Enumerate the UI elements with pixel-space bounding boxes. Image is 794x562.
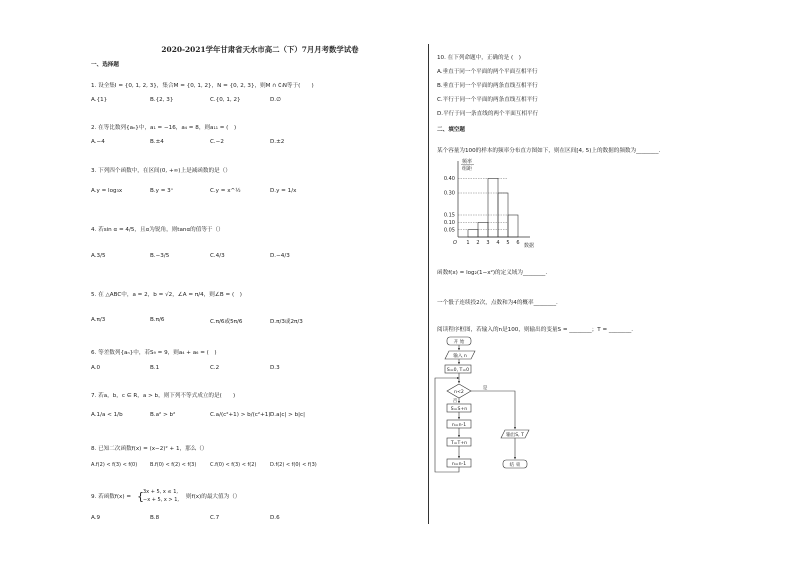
t-step-label: T=T+n [450, 441, 468, 446]
option-d: D.∅ [270, 97, 281, 103]
option-c: C.2 [210, 365, 220, 371]
question-stem: 8. 已知二次函数f(x) = (x−2)² + 1，那么（） [91, 446, 208, 452]
question-stem: 3. 下列四个函数中，在区间(0, +∞)上是减函数的是（） [91, 168, 231, 174]
x-tick-label: 5 [506, 240, 510, 246]
piece-2: −x + 5, x > 1, [143, 497, 179, 503]
section-heading-choice: 一、选择题 [91, 62, 119, 68]
option-a: A.y = log₃x [91, 188, 123, 194]
init-label: S=0, T=0 [446, 368, 470, 373]
question-13-stem: 一个骰子连续投2次，点数和为4的概率________. [437, 300, 558, 306]
end-label: 结 束 [509, 463, 521, 468]
origin-label: O [453, 240, 457, 246]
option-b: B.a² > b² [150, 412, 176, 418]
y-tick-label: 0.15 [443, 212, 455, 219]
x-tick-label: 4 [496, 240, 500, 246]
page-title: 2020-2021学年甘肃省天水市高二（下）7月月考数学试卷 [161, 45, 359, 54]
option-d: D.y = 1/x [270, 188, 297, 194]
y-axis-label: 组距 [462, 166, 473, 172]
option-a: A.f(2) < f(3) < f(0) [91, 462, 138, 468]
question-stem: 2. 在等比数列{aₙ}中，a₁ = −16，a₄ = 8，则a₁₁ = ( ) [91, 125, 237, 131]
option-b: B.1 [150, 365, 160, 371]
program-flowchart [425, 334, 555, 504]
yes-label: 是 [482, 386, 488, 391]
question-12-stem: 函数f(x) = log₂(1−x²)的定义域为________. [437, 270, 548, 276]
option-d: D.f(2) < f(0) < f(3) [270, 462, 317, 468]
option-d: D.π/3或2π/3 [270, 319, 303, 325]
option-c: C.4/3 [210, 253, 225, 259]
option-c: C.{0, 1, 2} [210, 97, 241, 103]
option-a: A.1/a < 1/b [91, 412, 123, 418]
question-stem: 1. 设全集I = {0, 1, 2, 3}，集合M = {0, 1, 2}，N = {0, 2, 3}，则M ∩ ∁ᵢN等于( ) [91, 83, 314, 89]
x-tick-label: 2 [476, 240, 480, 246]
brace-symbol: { [137, 490, 144, 503]
x-tick-label: 6 [516, 240, 520, 246]
question-stem: 10. 在下列命题中，正确的是 ( ) [437, 55, 521, 61]
question-stem: 5. 在 △ABC中，a = 2，b = √2，∠A = π/4，则∠B = ( ) [91, 292, 242, 298]
s-step-label: S=S+n [450, 407, 468, 412]
option-d: D.−4/3 [270, 253, 290, 259]
option-b: B.{2, 3} [150, 97, 174, 103]
output-label: 输出S, T [506, 433, 524, 438]
question-stem: 7. 若a，b，c ∈ R，a > b，则下列不等式成立的是( ) [91, 393, 236, 399]
option-a: A.π/3 [91, 317, 106, 323]
question-14-stem: 阅读程序框图，若输入的n是100，则输出的变量S = ________；T = ________. [437, 327, 634, 333]
option-d: D.±2 [270, 139, 285, 145]
decrement-label-1: n=n-1 [451, 423, 467, 428]
histogram-bar [488, 178, 498, 237]
start-label: 开 始 [453, 340, 465, 345]
question-stem: 4. 若sin α = 4/5，且α为锐角，则tanα的值等于（） [91, 227, 224, 233]
option-c: C.a/(c²+1) > b/(c²+1) [210, 412, 271, 418]
no-label: 否 [452, 399, 458, 404]
x-tick-label: 3 [486, 240, 490, 246]
frequency-histogram [430, 157, 560, 252]
x-axis-label: 数据 [524, 243, 535, 249]
y-tick-label: 0.10 [443, 219, 455, 226]
option-b: B.f(0) < f(2) < f(3) [150, 462, 197, 468]
condition-label: n<2 [454, 390, 464, 395]
option-a: A.{1} [91, 97, 108, 103]
option-a: A.0 [91, 365, 101, 371]
y-axis-label: 频率 [462, 159, 473, 165]
option-c: C.7 [210, 515, 220, 521]
section-heading-fill: 二、填空题 [437, 127, 465, 133]
option-a: A.9 [91, 515, 101, 521]
y-tick-label: 0.40 [443, 175, 455, 182]
option-c: C.平行于同一个平面的两条直线互相平行 [437, 97, 538, 103]
histogram-bar [508, 215, 518, 237]
option-c: C.y = x^½ [210, 188, 241, 194]
y-tick-label: 0.30 [443, 190, 455, 197]
histogram-bar [468, 230, 478, 237]
option-c: C.f(0) < f(3) < f(2) [210, 462, 257, 468]
option-b: B.±4 [150, 139, 164, 145]
option-b: B.y = 3ˣ [150, 188, 174, 194]
piece-1: 3x + 5, x ≤ 1, [143, 489, 178, 495]
option-a: A.−4 [91, 139, 105, 145]
question-stem: 6. 等差数列{aₙ}中，若S₉ = 9，则a₄ + a₆ = ( ) [91, 350, 217, 356]
option-b: B.−3/5 [150, 253, 170, 259]
option-a: A.垂直于同一个平面的两个平面互相平行 [437, 69, 538, 75]
histogram-plot [444, 158, 534, 249]
question-stem-start: 9. 若函数f(x) = [91, 494, 132, 500]
y-tick-label: 0.05 [443, 227, 455, 234]
option-d: D.a|c| > b|c| [270, 412, 305, 418]
input-label: 输入 n [453, 354, 467, 359]
option-b: B.垂直于同一个平面的两条直线互相平行 [437, 83, 538, 89]
option-d: D.平行于同一条直线的两个平面互相平行 [437, 111, 539, 117]
option-d: D.3 [270, 365, 280, 371]
option-b: B.π/6 [150, 317, 165, 323]
question-11-stem: 某个容量为100的样本的频率分布直方图如下，则在区间[4, 5)上的数据的频数为________. [437, 148, 661, 154]
option-c: C.π/6或5π/6 [210, 319, 243, 325]
option-b: B.8 [150, 515, 160, 521]
question-stem-end: 则f(x)的最大值为（） [186, 494, 241, 500]
decrement-label-2: n=n-1 [451, 462, 467, 467]
option-c: C.−2 [210, 139, 224, 145]
option-a: A.3/5 [91, 253, 106, 259]
x-tick-label: 1 [466, 240, 470, 246]
option-d: D.6 [270, 515, 280, 521]
